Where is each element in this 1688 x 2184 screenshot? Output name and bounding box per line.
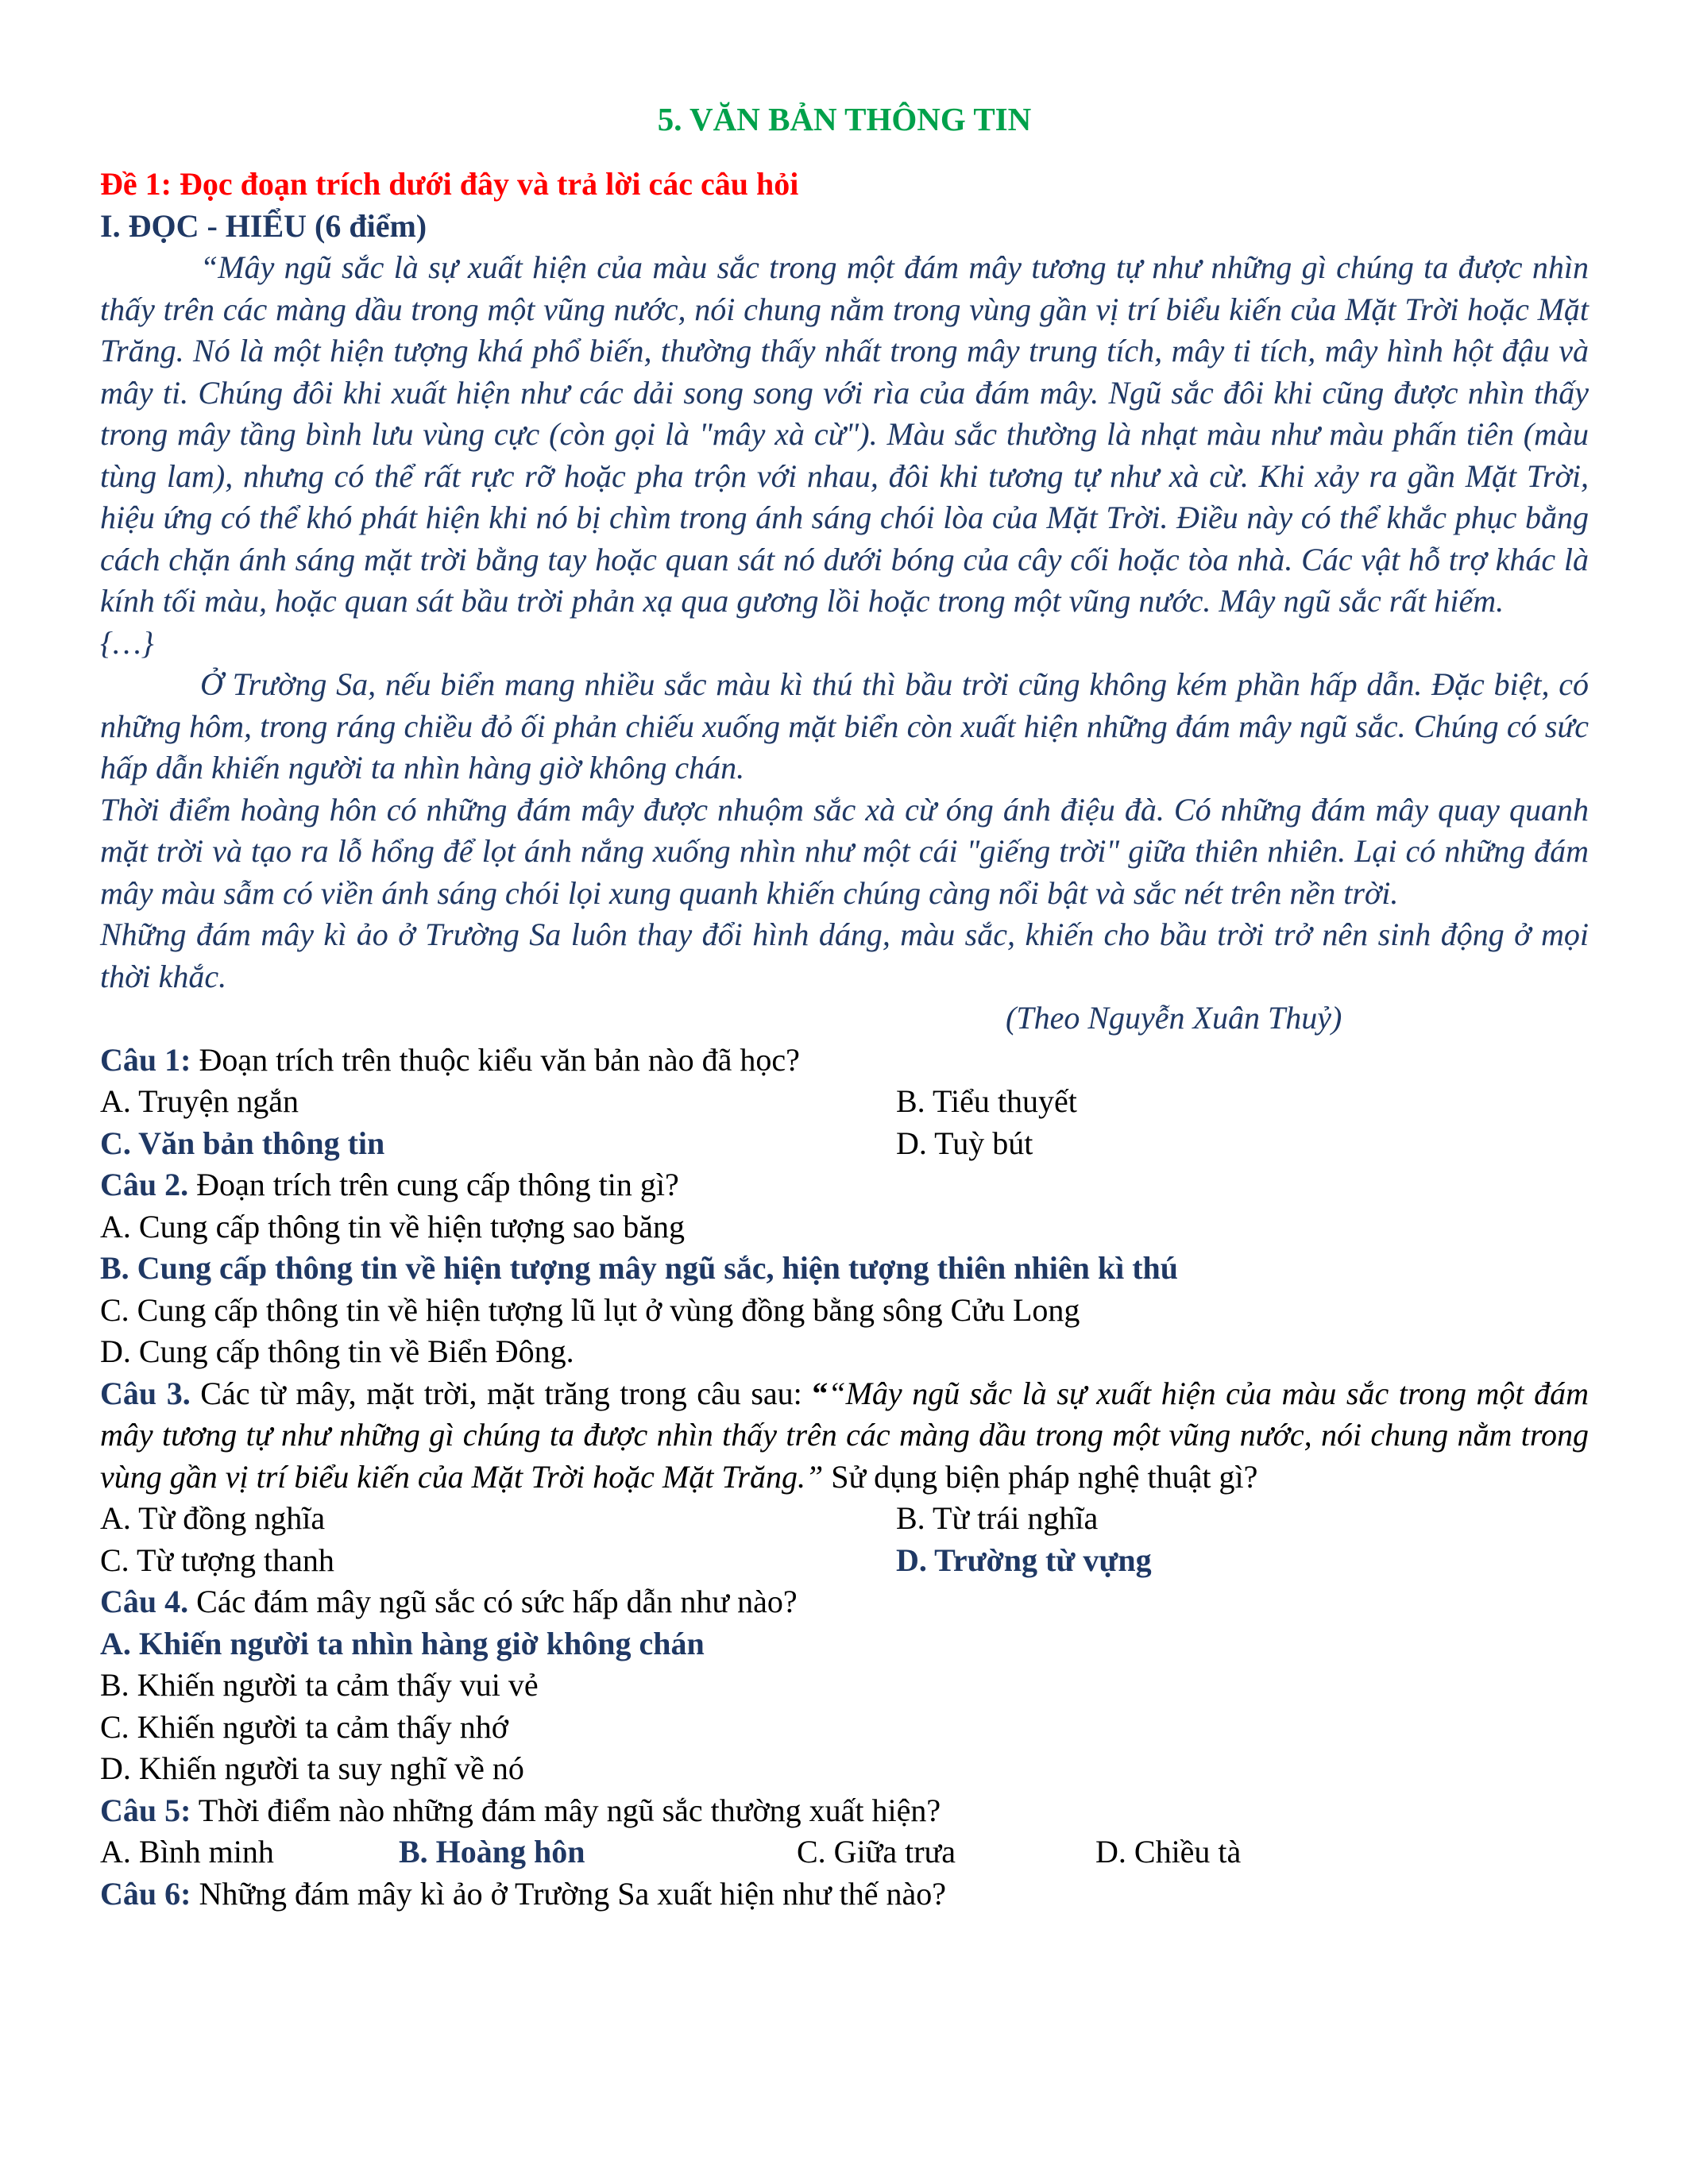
question-1-text: Đoạn trích trên thuộc kiểu văn bản nào đã học?: [191, 1041, 800, 1078]
question-4-label: Câu 4.: [100, 1584, 189, 1619]
question-1-option-a: A. Truyện ngắn: [100, 1083, 299, 1119]
question-4-option-c: C. Khiến người ta cảm thấy nhớ: [100, 1708, 508, 1745]
document-page: [100, 94, 1589, 1915]
section-title: 5. VĂN BẢN THÔNG TIN: [657, 101, 1032, 137]
question-2-option-b: B. Cung cấp thông tin về hiện tượng mây ngũ sắc, hiện tượng thiên nhiên kì thú: [100, 1250, 1179, 1286]
passage-paragraph-1: “Mây ngũ sắc là sự xuất hiện của màu sắc trong một đám mây tương tự như những gì chúng ta được nhìn thấy trên các màng dầu trong một vũng nước, nói chung nằm trong vùng gần vị trí biểu kiến của Mặt Trời hoặc Mặt Trăng. Nó là một hiện tượng khá phổ biến, thường thấy nhất trong mây trung tích, mây ti tích, mây hình hột đậu và mây ti. Chúng đôi khi xuất hiện như các dải song song với rìa của đám mây. Ngũ sắc đôi khi cũng được nhìn thấy trong mây tầng bình lưu vùng cực (còn gọi là "mây xà cừ"). Màu sắc thường là nhạt màu như màu phấn tiên (màu tùng lam), nhưng có thể rất rực rỡ hoặc pha trộn với nhau, đôi khi tương tự như xà cừ. Khi xảy ra gần Mặt Trời, hiệu ứng có thể khó phát hiện khi nó bị chìm trong ánh sáng chói lòa của Mặt Trời. Điều này có thể khắc phục bằng cách chặn ánh sáng mặt trời bằng tay hoặc quan sát nó dưới bóng của cây cối hoặc tòa nhà. Các vật hỗ trợ khác là kính tối màu, hoặc quan sát bầu trời phản xạ qua gương lồi hoặc trong một vũng nước. Mây ngũ sắc rất hiếm.: [100, 249, 1589, 619]
question-5-options-row: [100, 1831, 1589, 1873]
question-3-option-b: B. Từ trái nghĩa: [896, 1500, 1099, 1536]
question-4-option-b: B. Khiến người ta cảm thấy vui vẻ: [100, 1667, 539, 1703]
question-4-option-d: D. Khiến người ta suy nghĩ về nó: [100, 1750, 524, 1786]
question-5-text: Thời điểm nào những đám mây ngũ sắc thường xuất hiện?: [191, 1792, 941, 1828]
question-4: [100, 1581, 1589, 1623]
question-1-options-row-2: [100, 1123, 1589, 1165]
question-6: [100, 1873, 1589, 1916]
question-5-option-d: D. Chiều tà: [1095, 1834, 1242, 1870]
question-3-text-after: Sử dụng biện pháp nghệ thuật gì?: [823, 1458, 1258, 1495]
question-3-option-d: D. Trường từ vựng: [896, 1542, 1152, 1578]
reading-passage: [100, 247, 1589, 997]
question-3-open-quote: “: [812, 1375, 829, 1411]
question-5: [100, 1790, 1589, 1832]
question-1-options-row-1: [100, 1081, 1589, 1123]
passage-paragraph-3: Thời điểm hoàng hôn có những đám mây được nhuộm sắc xà cừ óng ánh điệu đà. Có những đám mây quay quanh mặt trời và tạo ra lỗ hổng để lọt ánh nắng xuống nhìn như một cái "giếng trời" giữa thiên nhiên. Lại có những đám mây màu sẫm có viền ánh sáng chói lọi xung quanh khiến chúng càng nổi bật và sắc nét trên nền trời.: [100, 791, 1589, 911]
question-5-option-a: A. Bình minh: [100, 1834, 274, 1870]
question-3-label: Câu 3.: [100, 1375, 191, 1411]
passage-paragraph-2: Ở Trường Sa, nếu biển mang nhiều sắc màu kì thú thì bầu trời cũng không kém phần hấp dẫn. Đặc biệt, có những hôm, trong ráng chiều đỏ ối phản chiếu xuống mặt biển còn xuất hiện những đám mây ngũ sắc. Chúng có sức hấp dẫn khiến người ta nhìn hàng giờ không chán.: [100, 666, 1589, 785]
question-4-option-a: A. Khiến người ta nhìn hàng giờ không chán: [100, 1625, 705, 1661]
question-5-option-b: B. Hoàng hôn: [399, 1834, 585, 1870]
question-2-option-a: A. Cung cấp thông tin về hiện tượng sao băng: [100, 1208, 686, 1244]
question-3-options-row-2: [100, 1540, 1589, 1582]
question-3-option-c: C. Từ tượng thanh: [100, 1542, 334, 1578]
part-heading: I. ĐỌC - HIỂU (6 điểm): [100, 207, 427, 244]
question-2: [100, 1164, 1589, 1206]
question-1-option-c: C. Văn bản thông tin: [100, 1125, 385, 1161]
question-1: [100, 1040, 1589, 1082]
passage-source: (Theo Nguyễn Xuân Thuỷ): [1006, 1000, 1342, 1036]
question-3-text-before: Các từ mây, mặt trời, mặt trăng trong câu sau:: [190, 1375, 813, 1411]
question-6-text: Những đám mây kì ảo ở Trường Sa xuất hiện như thế nào?: [191, 1875, 947, 1912]
question-1-option-d: D. Tuỳ bút: [896, 1125, 1033, 1161]
question-1-label: Câu 1:: [100, 1041, 191, 1078]
question-2-option-d: D. Cung cấp thông tin về Biển Đông.: [100, 1333, 574, 1369]
question-4-text: Các đám mây ngũ sắc có sức hấp dẫn như nào?: [188, 1584, 798, 1619]
question-2-option-c: C. Cung cấp thông tin về hiện tượng lũ lụt ở vùng đồng bằng sông Cửu Long: [100, 1291, 1080, 1328]
question-1-option-b: B. Tiểu thuyết: [896, 1083, 1077, 1119]
question-2-text: Đoạn trích trên cung cấp thông tin gì?: [188, 1167, 679, 1202]
passage-ellipsis: {…}: [100, 624, 154, 661]
question-5-option-c: C. Giữa trưa: [797, 1834, 956, 1870]
question-3-option-a: A. Từ đồng nghĩa: [100, 1500, 326, 1536]
question-3-options-row-1: [100, 1498, 1589, 1540]
exam-heading: Đề 1: Đọc đoạn trích dưới đây và trả lời các câu hỏi: [100, 166, 799, 202]
question-6-label: Câu 6:: [100, 1875, 191, 1912]
passage-paragraph-4: Những đám mây kì ảo ở Trường Sa luôn thay đổi hình dáng, màu sắc, khiến cho bầu trời trở nên sinh động ở mọi thời khắc.: [100, 916, 1589, 994]
question-2-label: Câu 2.: [100, 1167, 189, 1202]
question-3: [100, 1373, 1589, 1499]
question-5-label: Câu 5:: [100, 1792, 191, 1828]
question-3-quote: “Mây ngũ sắc là sự xuất hiện của màu sắc trong một đám mây tương tự như những gì chúng ta được nhìn thấy trên các màng dầu trong một vũng nước, nói chung nằm trong vùng gần vị trí biểu kiến của Mặt Trời hoặc Mặt Trăng.”: [100, 1375, 1589, 1495]
